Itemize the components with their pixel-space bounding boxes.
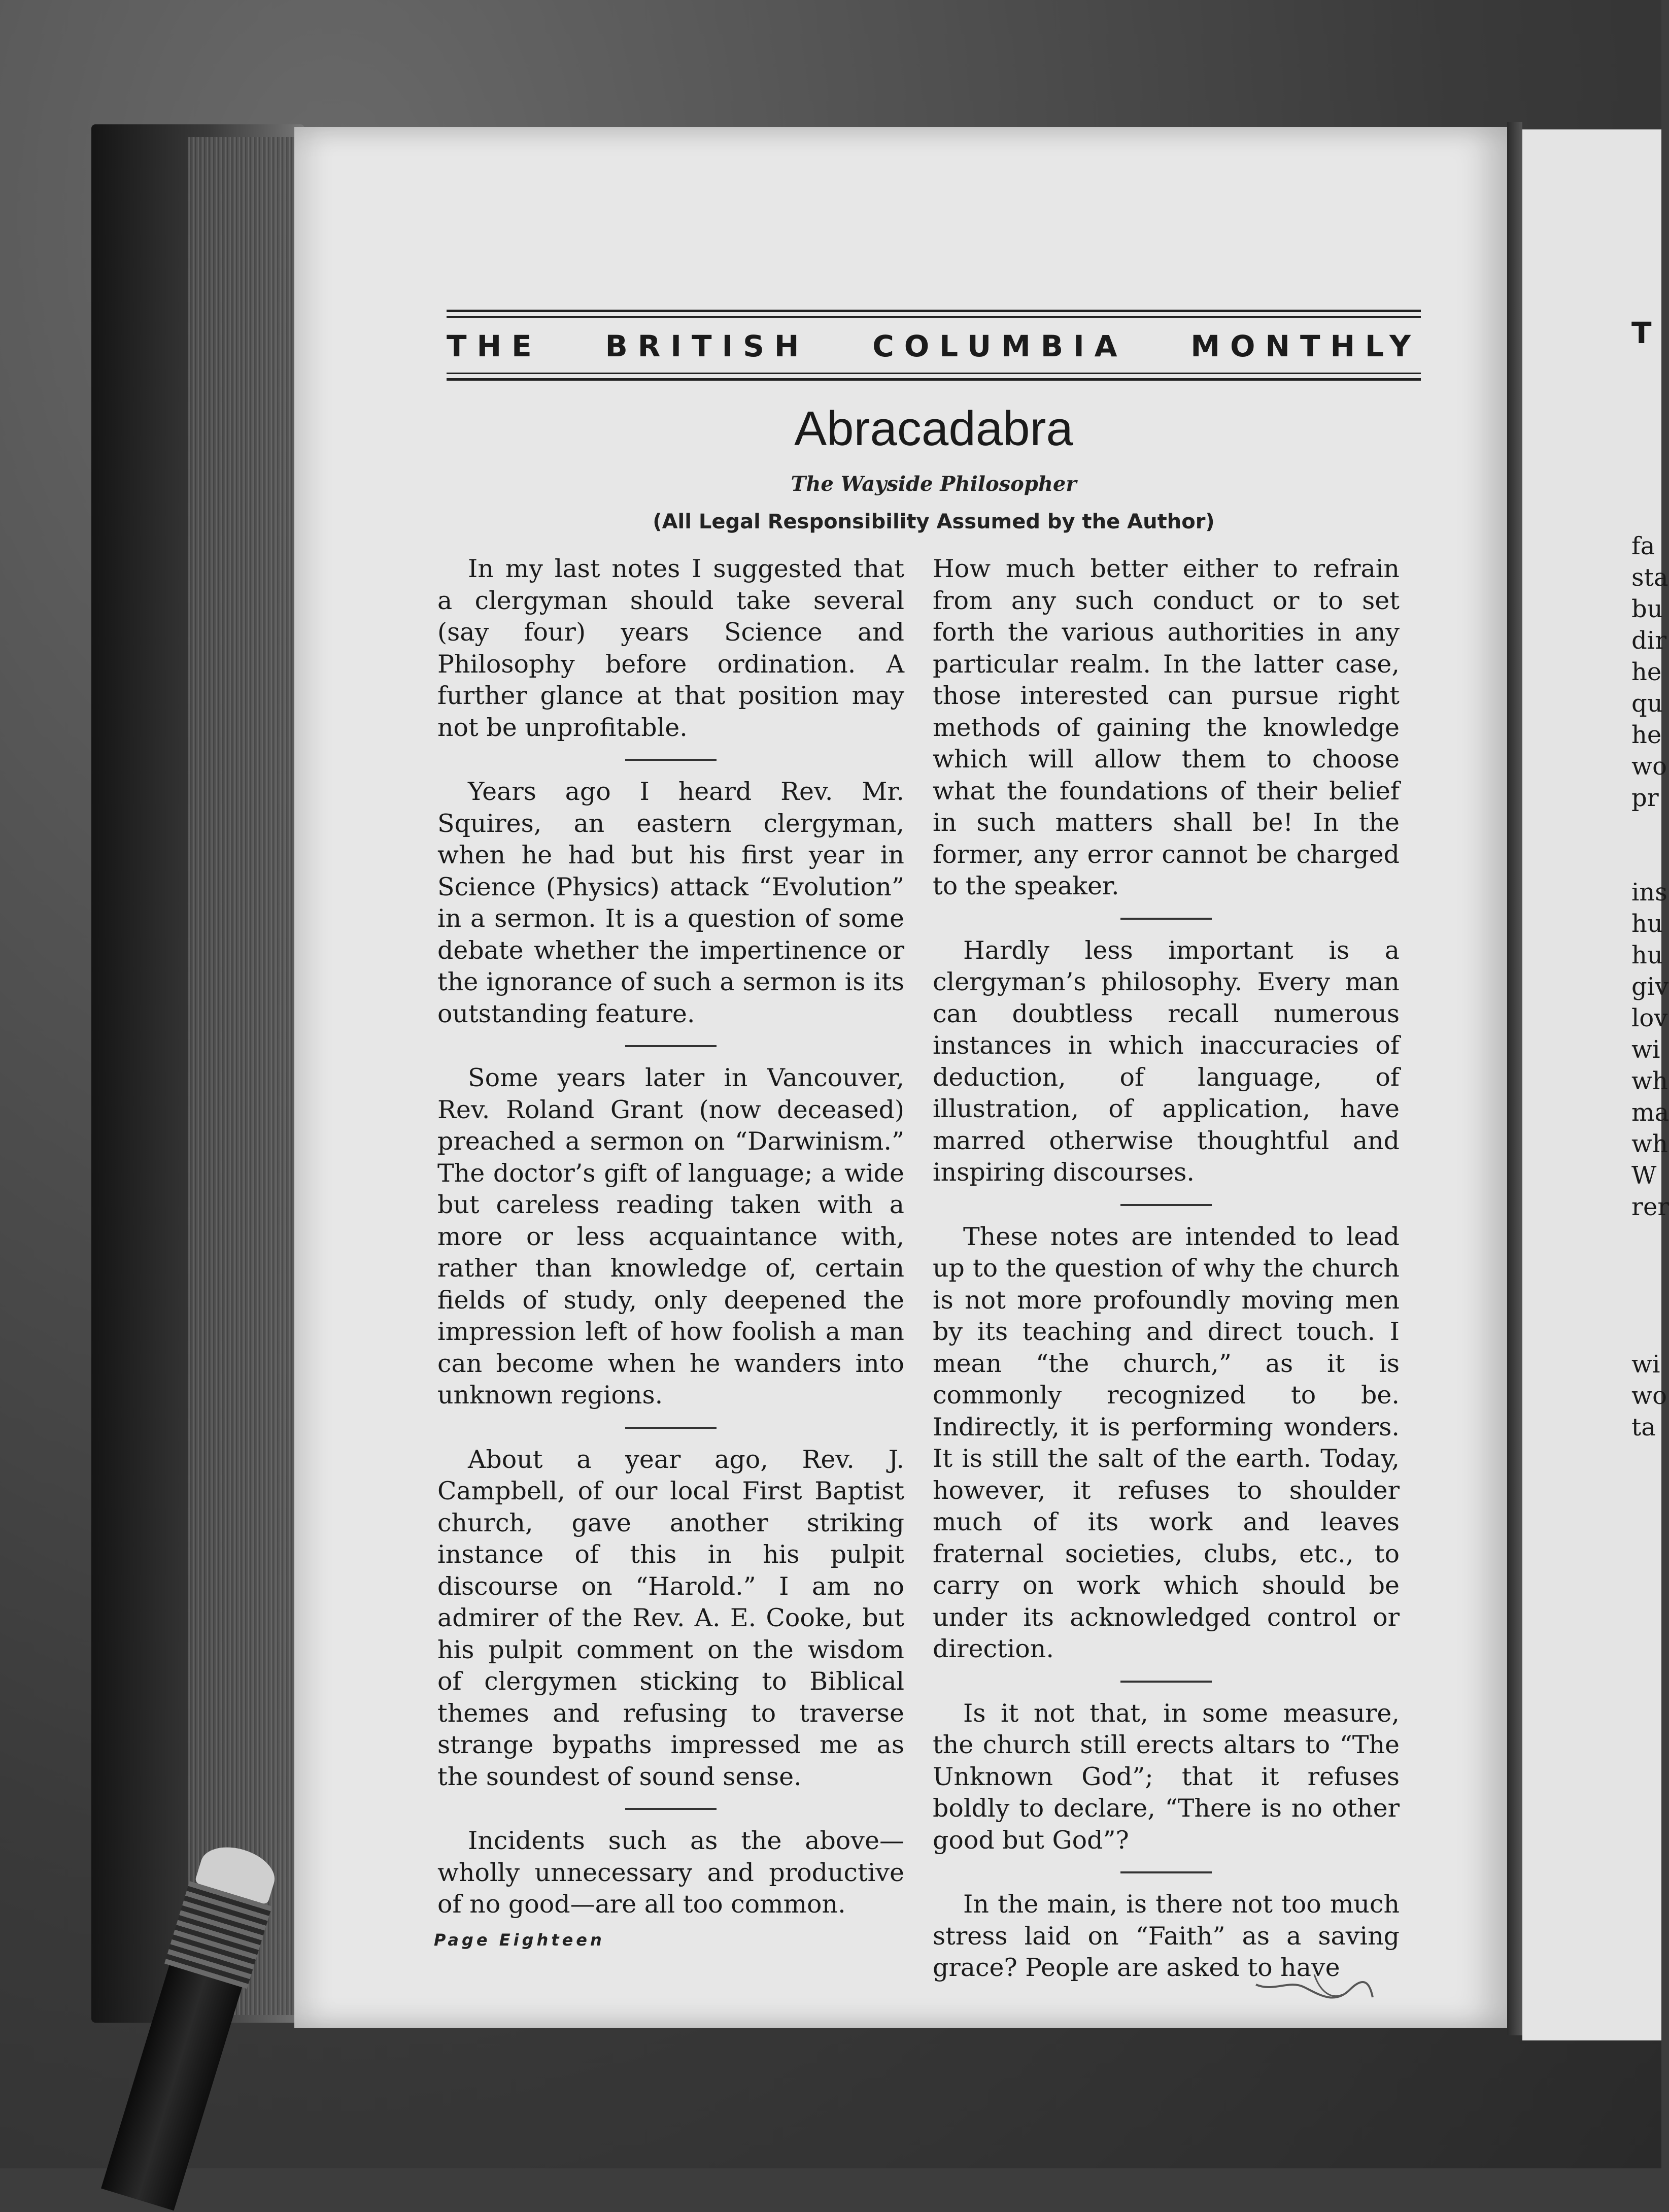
masthead-word: BRITISH <box>605 329 809 363</box>
facing-text-fragment: lov <box>1631 1004 1668 1032</box>
section-divider <box>625 1808 717 1810</box>
facing-text-fragment: wo <box>1631 1382 1667 1410</box>
facing-text-fragment: wi <box>1631 1350 1660 1379</box>
paragraph: Incidents such as the above—wholly unnecessary and productive of no good—are all too common. <box>437 1826 904 1919</box>
section-divider <box>1120 1204 1212 1206</box>
right-column <box>933 553 1400 1984</box>
page-edges <box>188 137 294 2015</box>
facing-text-fragment: ma <box>1631 1098 1669 1127</box>
page-folio: Page Eighteen <box>434 1930 605 1950</box>
paragraph: These notes are intended to lead up to the question of why the church is not more profoundly moving men by its teaching and direct touch. I mean “the church,” as it is commonly recognized to be. Indirectly, it is performing wonders. It is still the salt of the earth. Today, however, it refuses to shoulder much of its work and leaves fraternal societies, clubs, etc., to carry on work which should be under its acknowledged control or direction. <box>933 1222 1400 1663</box>
facing-text-fragment: giv <box>1631 973 1669 1001</box>
section-divider <box>1120 1871 1212 1873</box>
paragraph: In my last notes I suggested that a clergyman should take several (say four) years Science and Philosophy before ordination. A further glance at that position may not be unprofitable. <box>437 554 904 742</box>
paragraph: Hardly less important is a clergyman’s philosophy. Every man can doubtless recall numerous instances in which inaccuracies of deduction, of language, of illustration, of application, have marred otherwise thoughtful and inspiring discourses. <box>933 935 1400 1187</box>
facing-text-fragment: W <box>1631 1161 1657 1190</box>
facing-text-fragment: ta <box>1631 1413 1656 1442</box>
facing-text-fragment: hu <box>1631 910 1663 938</box>
pencil-scribble <box>1253 1969 1375 2010</box>
facing-masthead-fragment: T <box>1631 316 1652 350</box>
masthead <box>447 310 1421 381</box>
paragraph: Years ago I heard Rev. Mr. Squires, an eastern clergyman, when he had but his first year in Science (Physics) attack “Evolution” in a sermon. It is a question of some debate whether the impertinence or the ignorance of such a sermon is its outstanding feature. <box>437 777 904 1028</box>
facing-text-fragment: qu <box>1631 689 1663 718</box>
article-disclaimer: (All Legal Responsibility Assumed by the Author) <box>653 510 1215 533</box>
facing-text-fragment: bu <box>1631 595 1663 623</box>
section-divider <box>1120 918 1212 920</box>
facing-text-fragment: rer <box>1631 1193 1669 1221</box>
paragraph: In the main, is there not too much stress laid on “Faith” as a saving grace? People are asked to have <box>933 1890 1400 1982</box>
section-divider <box>1120 1681 1212 1683</box>
facing-text-fragment: he <box>1631 658 1662 686</box>
facing-text-fragment: wo <box>1631 752 1667 781</box>
article-byline: The Wayside Philosopher <box>791 472 1077 496</box>
article-title: Abracadabra <box>794 401 1073 456</box>
masthead-word: MONTHLY <box>1190 329 1421 363</box>
section-divider <box>625 1045 717 1047</box>
paragraph-continuation: How much better either to refrain from any such conduct or to set forth the various authorities in any particular realm. In the latter case, those interested can pursue right methods of gaining the knowledge which will allow them to choose what the foundations of their belief in such matters shall be! In the former, any error cannot be charged to the speaker. <box>933 554 1400 900</box>
facing-text-fragment: hu <box>1631 941 1663 969</box>
paragraph: Some years later in Vancouver, Rev. Roland Grant (now deceased) preached a sermon on “Darwinism.” The doctor’s gift of language; a wide but careless reading taken with a more or less acquaintance with, rather than knowledge of, certain fields of study, only deepened the impression left of how foolish a man can become when he wanders into unknown regions. <box>437 1063 904 1410</box>
facing-text-fragment: ins <box>1631 878 1667 907</box>
facing-text-fragment: fa <box>1631 532 1655 560</box>
facing-text-fragment: wi <box>1631 1035 1660 1064</box>
facing-text-fragment: he <box>1631 721 1662 749</box>
facing-text-fragment: sta <box>1631 563 1668 592</box>
paragraph: About a year ago, Rev. J. Campbell, of our local First Baptist church, gave another striking instance of this in his pulpit discourse on “Harold.” I am no admirer of the Rev. A. E. Cooke, but his pulpit comment on the wisdom of clergymen sticking to Biblical themes and refusing to traverse strange bypaths impressed me as the soundest of sound sense. <box>437 1445 904 1791</box>
paragraph: Is it not that, in some measure, the church still erects altars to “The Unknown God”; that it refuses boldly to declare, “There is no other good but God”? <box>933 1698 1400 1855</box>
left-column <box>437 553 904 1921</box>
masthead-rule-top <box>447 310 1421 312</box>
book-gutter <box>1507 122 1522 2035</box>
facing-text-fragment: pr <box>1631 784 1659 812</box>
masthead-word: THE <box>447 329 542 363</box>
facing-text-fragment: wh <box>1631 1130 1668 1158</box>
facing-text-fragment: dir <box>1631 626 1667 655</box>
section-divider <box>625 1427 717 1429</box>
masthead-rule-bottom <box>447 378 1421 381</box>
section-divider <box>625 759 717 761</box>
facing-text-fragment: wh <box>1631 1067 1668 1095</box>
masthead-title <box>447 318 1421 373</box>
facing-page <box>1522 129 1669 2040</box>
masthead-rule-bottom-thin <box>447 373 1421 374</box>
masthead-word: COLUMBIA <box>872 329 1128 363</box>
